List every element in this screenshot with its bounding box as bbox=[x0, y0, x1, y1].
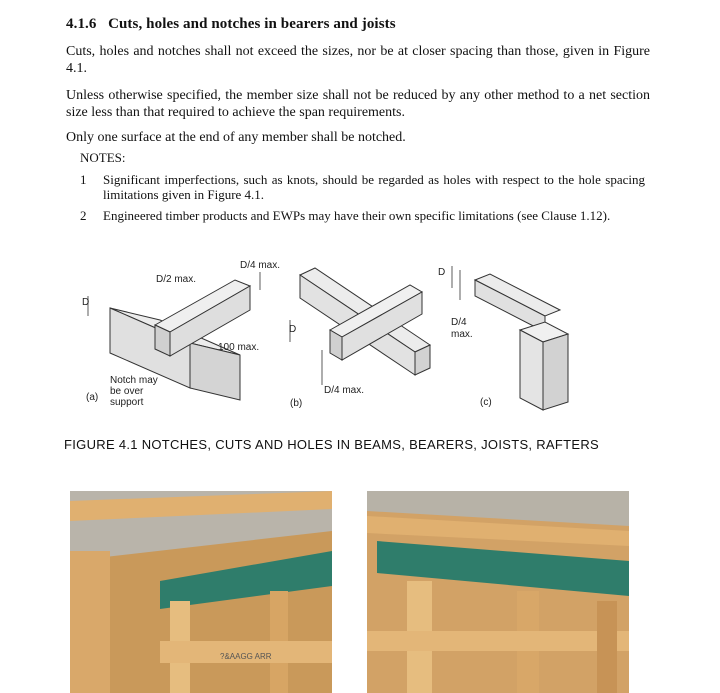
note-number: 1 bbox=[80, 172, 87, 187]
label-b: (b) bbox=[290, 398, 303, 409]
photo-left bbox=[70, 491, 332, 693]
label-d-a: D bbox=[82, 297, 90, 308]
label-100-max: 100 max. bbox=[218, 342, 260, 353]
paragraph-2: Unless otherwise specified, the member size shall not be reduced by any other method to a net section size less than that required to achieve the span requirements. bbox=[66, 88, 650, 120]
label-d2: D/2 max. bbox=[156, 274, 197, 285]
label-notch-1: Notch may bbox=[110, 375, 158, 386]
section-number: 4.1.6 bbox=[66, 16, 97, 32]
post-c-side bbox=[520, 330, 543, 410]
label-notch-2: be over bbox=[110, 386, 144, 397]
label-c: (c) bbox=[480, 397, 492, 408]
photo-right bbox=[367, 491, 629, 693]
timber-frame-photo-right bbox=[367, 491, 629, 693]
label-d4-c: D/4 bbox=[451, 317, 467, 328]
label-d4-b: D/4 max. bbox=[324, 385, 365, 396]
post-c-front bbox=[543, 334, 568, 410]
section-title: Cuts, holes and notches in bearers and joists bbox=[108, 16, 396, 32]
figure-caption: FIGURE 4.1 NOTCHES, CUTS AND HOLES IN BEAMS, BEARERS, JOISTS, RAFTERS bbox=[64, 437, 600, 452]
label-max-c: max. bbox=[451, 329, 473, 340]
label-notch-3: support bbox=[110, 397, 144, 408]
paragraph-1: Cuts, holes and notches shall not exceed the sizes, nor be at closer spacing than those, given in Figure 4.1. bbox=[66, 44, 650, 76]
figure-4-1 bbox=[60, 250, 660, 425]
label-a: (a) bbox=[86, 392, 99, 403]
timber-frame-photo-left bbox=[70, 491, 332, 693]
notes-title: NOTES: bbox=[80, 150, 126, 165]
section-heading bbox=[66, 16, 396, 33]
note-text: Engineered timber products and EWPs may have their own specific limitations (see Clause 1.12). bbox=[103, 208, 611, 223]
note-number: 2 bbox=[80, 208, 87, 223]
timber-marking: ?&AAGG ARR bbox=[220, 652, 272, 661]
label-d-b: D bbox=[289, 324, 297, 335]
note-text: Significant imperfections, such as knots, should be regarded as holes with respect to the hole spacing limitations given in Figure 4.1. bbox=[103, 172, 645, 202]
label-d4-top: D/4 max. bbox=[240, 260, 281, 271]
notch-diagram bbox=[60, 250, 660, 425]
label-d-c: D bbox=[438, 267, 446, 278]
paragraph-3: Only one surface at the end of any member shall be notched. bbox=[66, 130, 406, 145]
